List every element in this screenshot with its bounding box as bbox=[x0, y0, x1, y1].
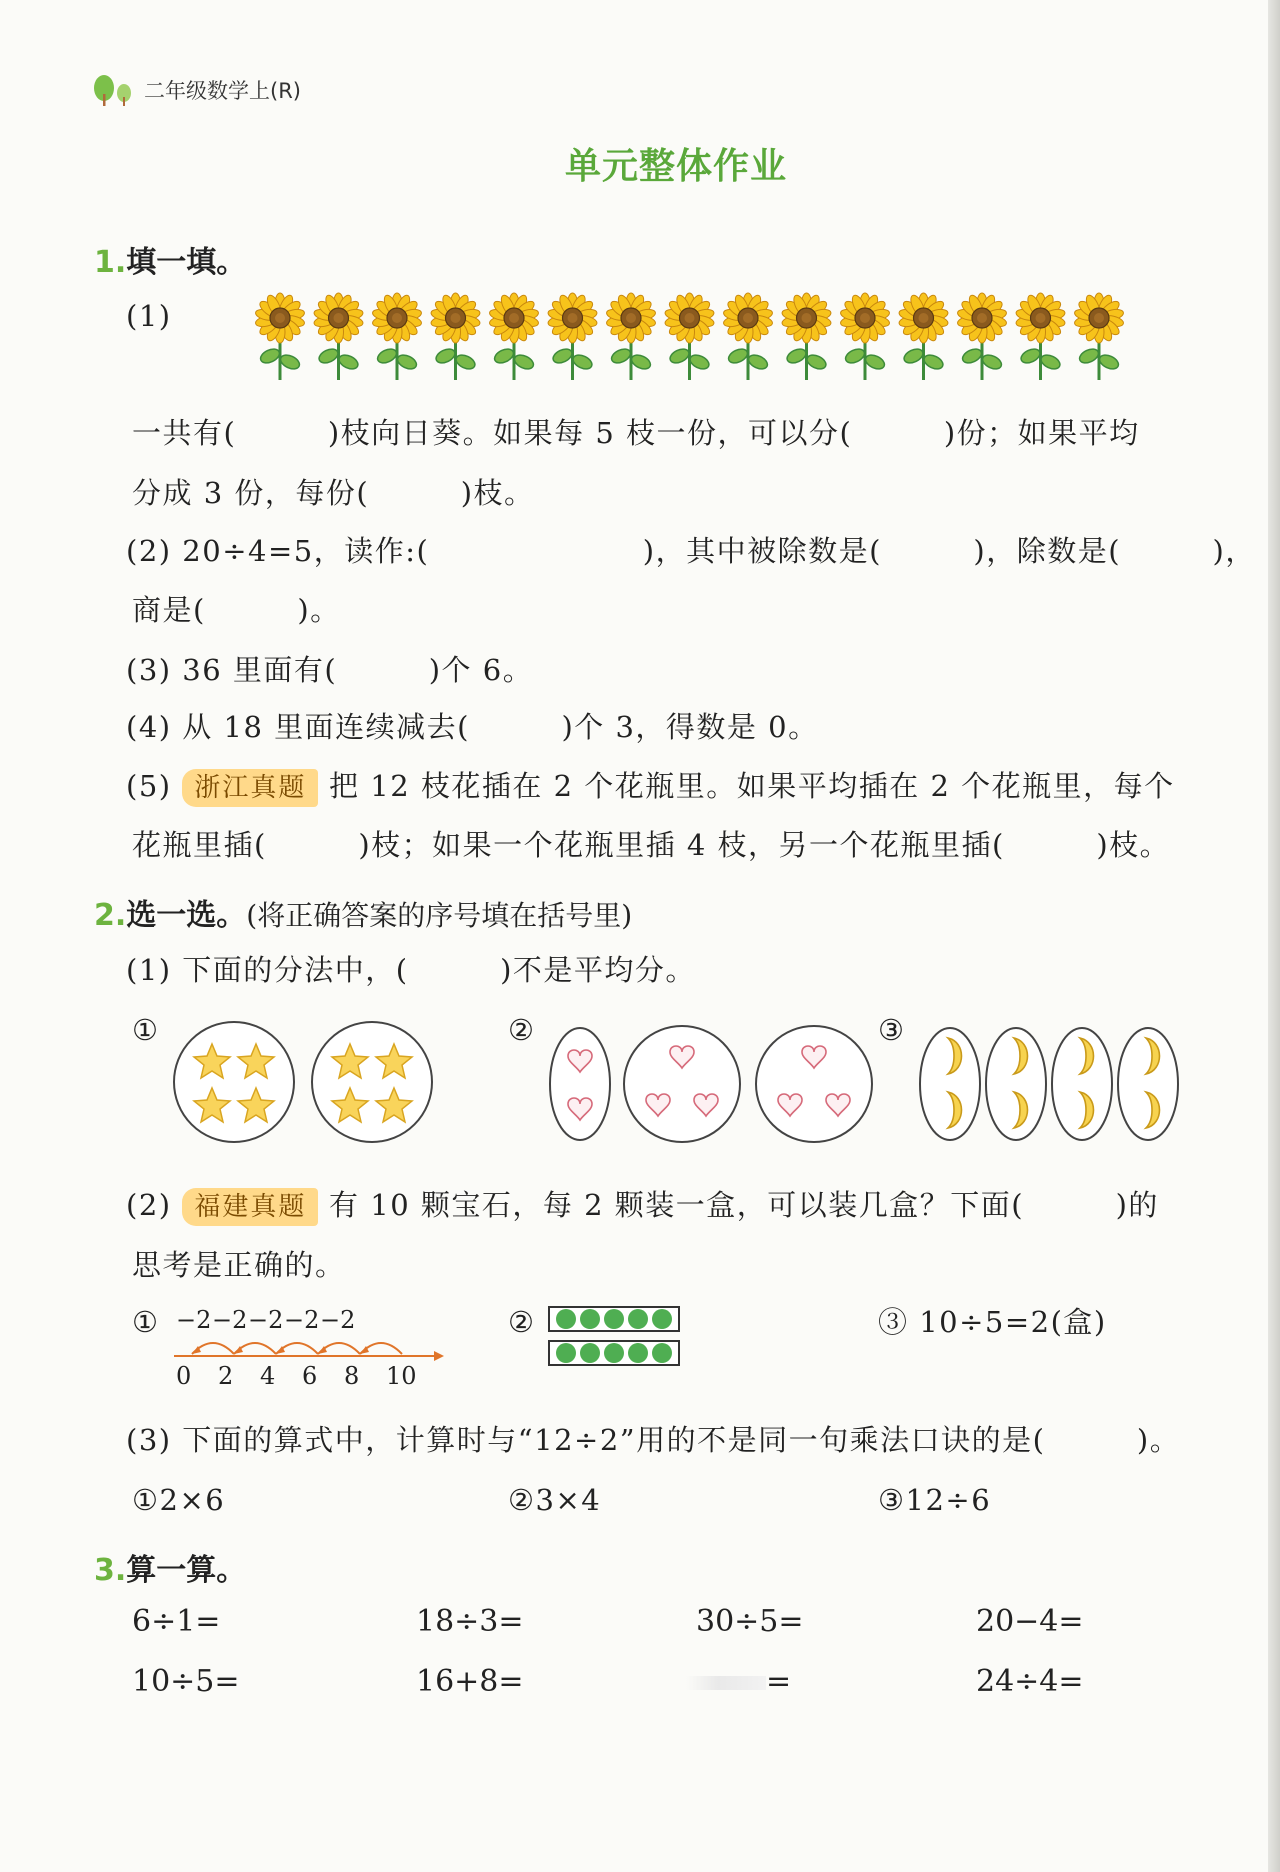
q2-p1-opt3-label: ③ bbox=[878, 1013, 906, 1047]
sunflower-icon bbox=[840, 293, 891, 380]
smudge bbox=[686, 1676, 766, 1690]
sunflower-icon bbox=[547, 293, 598, 380]
q1-p1-label: (1) bbox=[126, 299, 172, 333]
q3-number: 3. bbox=[94, 1553, 127, 1588]
jump-label: −2 bbox=[284, 1306, 320, 1334]
q1-p1-line-a: 一共有( )枝向日葵。如果每 5 枝一份，可以分( )份；如果平均 bbox=[132, 416, 1140, 450]
sunflower-icon bbox=[606, 293, 657, 380]
option1-star-groups bbox=[170, 1020, 440, 1148]
gem-icon bbox=[556, 1309, 576, 1329]
gem-icon bbox=[556, 1343, 576, 1363]
gem-box-2 bbox=[548, 1340, 680, 1366]
gem-icon bbox=[580, 1343, 600, 1363]
q1-p2-line-b: 商是( )。 bbox=[132, 593, 341, 627]
q2-p2-text-a: 有 10 颗宝石，每 2 颗装一盒，可以装几盒？下面( )的 bbox=[329, 1188, 1159, 1222]
tree-icon bbox=[92, 74, 136, 106]
number-line-svg bbox=[172, 1332, 452, 1362]
q1-p5-line-a bbox=[126, 766, 1175, 807]
gem-icon bbox=[580, 1309, 600, 1329]
gem-icon bbox=[652, 1309, 672, 1329]
star-group bbox=[174, 1022, 294, 1142]
calc-item: 16+8= bbox=[416, 1664, 524, 1699]
q1-p2-line-a: (2) 20÷4=5，读作:( )，其中被除数是( )，除数是( )， bbox=[126, 534, 1256, 568]
q1-title: 填一填。 bbox=[126, 245, 247, 280]
sunflower-icon bbox=[489, 293, 540, 380]
q2-p3-opt-b: ②3×4 bbox=[508, 1483, 602, 1517]
q1-p1-line-b: 分成 3 份，每份( )枝。 bbox=[132, 476, 535, 510]
gem-icon bbox=[628, 1309, 648, 1329]
calc-item: 20−4= bbox=[976, 1604, 1084, 1639]
paper-edge bbox=[1268, 0, 1280, 1872]
tick-label: 0 bbox=[176, 1362, 192, 1390]
sunflower-icon bbox=[1015, 293, 1066, 380]
sunflower-icon bbox=[313, 293, 364, 380]
q1-p5-text-a: 把 12 枝花插在 2 个花瓶里。如果平均插在 2 个花瓶里，每个 bbox=[329, 769, 1175, 803]
q2-p2-label: (2) bbox=[126, 1188, 172, 1222]
q1-number: 1. bbox=[94, 245, 127, 280]
q2-heading bbox=[94, 890, 632, 934]
sunflower-icon bbox=[957, 293, 1008, 380]
q3-heading bbox=[94, 1545, 246, 1589]
calc-item: 30÷5= bbox=[696, 1604, 804, 1639]
calc-item: = bbox=[766, 1664, 792, 1699]
q2-p2-line-b: 思考是正确的。 bbox=[132, 1248, 346, 1282]
page-header bbox=[92, 74, 301, 106]
jump-labels bbox=[172, 1306, 452, 1334]
star-group bbox=[312, 1022, 432, 1142]
q3-title: 算一算。 bbox=[126, 1553, 247, 1588]
fujian-tag: 福建真题 bbox=[182, 1188, 318, 1226]
number-line-figure bbox=[172, 1306, 452, 1388]
zhejiang-tag: 浙江真题 bbox=[182, 769, 318, 807]
calc-item: 18÷3= bbox=[416, 1604, 524, 1639]
sunflower-icon bbox=[430, 293, 481, 380]
q2-note: (将正确答案的序号填在括号里) bbox=[246, 899, 633, 932]
sunflower-icon bbox=[1074, 293, 1125, 380]
sunflower-icon bbox=[898, 293, 949, 380]
calc-item: 6÷1= bbox=[132, 1604, 221, 1639]
q2-p2-opt1-label: ① bbox=[132, 1305, 160, 1339]
gem-icon bbox=[604, 1343, 624, 1363]
jump-label: −2 bbox=[176, 1306, 212, 1334]
option2-heart-groups bbox=[546, 1016, 876, 1152]
jump-label: −2 bbox=[212, 1306, 248, 1334]
q2-p1-text: (1) 下面的分法中，( )不是平均分。 bbox=[126, 953, 696, 987]
calc-item: 24÷4= bbox=[976, 1664, 1084, 1699]
subject-label: 二年级数学上(R) bbox=[144, 79, 301, 103]
sunflower-icon bbox=[723, 293, 774, 380]
tick-label: 10 bbox=[386, 1362, 417, 1390]
gem-box-1 bbox=[548, 1306, 680, 1332]
moon-group bbox=[920, 1028, 980, 1140]
sunflower-row bbox=[248, 290, 1138, 382]
sunflower-icon bbox=[781, 293, 832, 380]
moon-group bbox=[1118, 1028, 1178, 1140]
gem-icon bbox=[604, 1309, 624, 1329]
jump-label: −2 bbox=[248, 1306, 284, 1334]
moon-group bbox=[1052, 1028, 1112, 1140]
tick-label: 4 bbox=[260, 1362, 276, 1390]
page-title: 单元整体作业 bbox=[564, 146, 787, 187]
gem-icon bbox=[652, 1343, 672, 1363]
q2-p2-opt2-label: ② bbox=[508, 1305, 536, 1339]
q1-p4: (4) 从 18 里面连续减去( )个 3，得数是 0。 bbox=[126, 710, 819, 744]
q2-p3-text: (3) 下面的算式中，计算时与“12÷2”用的不是同一句乘法口诀的是( )。 bbox=[126, 1423, 1181, 1457]
q2-number: 2. bbox=[94, 898, 127, 933]
q1-p5-label: (5) bbox=[126, 769, 172, 803]
q2-p3-opt-a: ①2×6 bbox=[132, 1483, 226, 1517]
gem-icon bbox=[628, 1343, 648, 1363]
jump-label: −2 bbox=[320, 1306, 356, 1334]
q2-p2-line-a bbox=[126, 1185, 1159, 1226]
q1-p3: (3) 36 里面有( )个 6。 bbox=[126, 653, 534, 687]
moon-group bbox=[986, 1028, 1046, 1140]
q2-p1-opt2-label: ② bbox=[508, 1013, 536, 1047]
number-line-arrow bbox=[434, 1351, 444, 1361]
tick-labels bbox=[172, 1362, 452, 1390]
q1-heading bbox=[94, 237, 246, 281]
tick-label: 8 bbox=[344, 1362, 360, 1390]
q1-p5-line-b: 花瓶里插( )枝；如果一个花瓶里插 4 枝，另一个花瓶里插( )枝。 bbox=[132, 828, 1171, 862]
option3-moon-groups bbox=[918, 1016, 1180, 1152]
q2-p1-opt1-label: ① bbox=[132, 1013, 160, 1047]
sunflower-icon bbox=[372, 293, 423, 380]
tick-label: 2 bbox=[218, 1362, 234, 1390]
tick-label: 6 bbox=[302, 1362, 318, 1390]
q2-p2-opt3: ③ 10÷5=2(盒) bbox=[878, 1305, 1107, 1339]
sunflower-icon bbox=[664, 293, 715, 380]
calc-item: 10÷5= bbox=[132, 1664, 240, 1699]
sunflower-icon bbox=[255, 293, 306, 380]
q2-title: 选一选。 bbox=[126, 898, 247, 933]
q2-p3-opt-c: ③12÷6 bbox=[878, 1483, 992, 1517]
